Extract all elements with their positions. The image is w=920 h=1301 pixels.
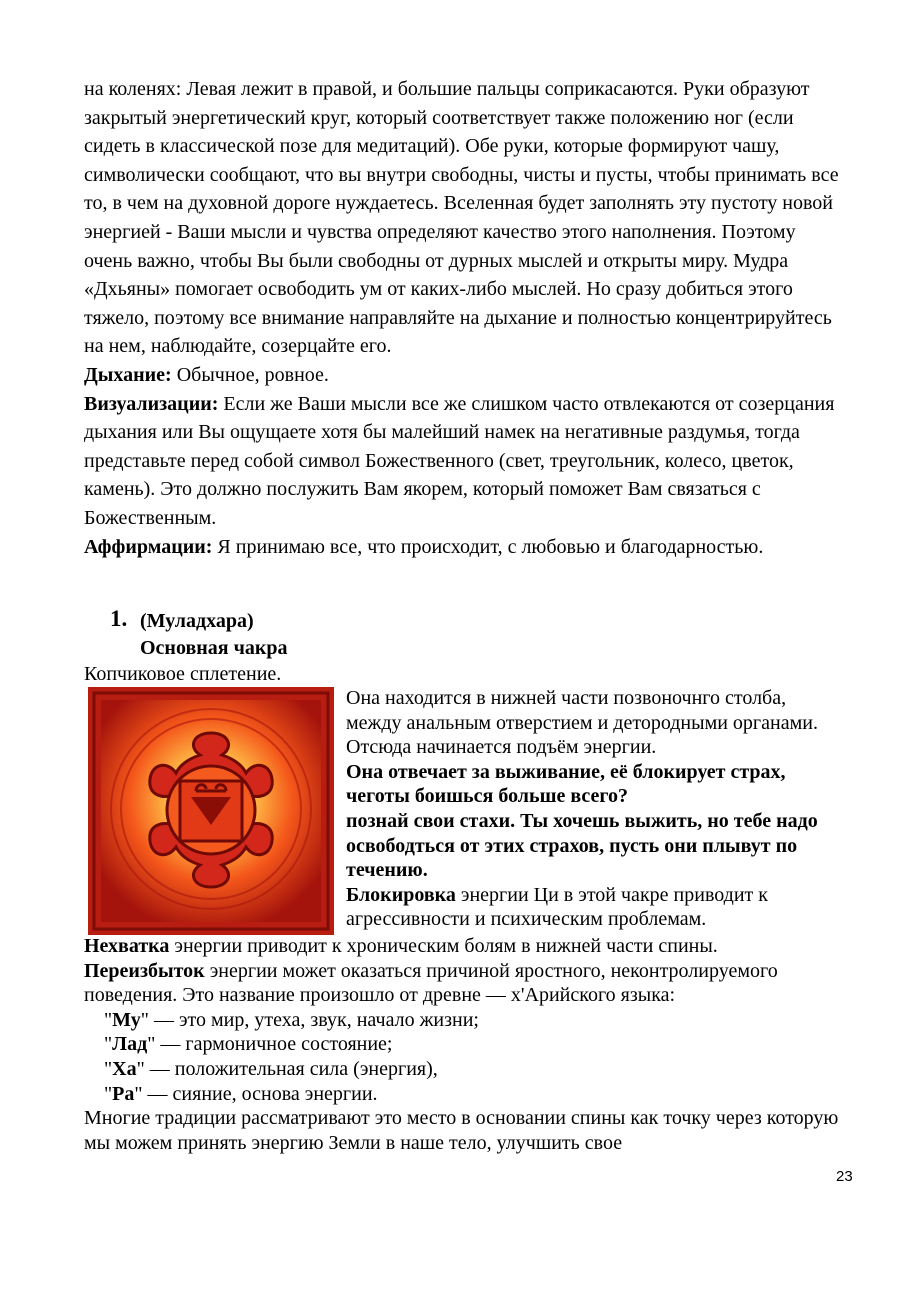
survival-text: Она отвечает за выживание, её блокирует страх, чеготы боишься больше всего? <box>346 760 786 808</box>
list-item-text: " — это мир, утеха, звук, начало жизни; <box>140 1008 479 1031</box>
list-item-text: " — сияние, основа энергии. <box>134 1082 378 1105</box>
breathing-line <box>84 361 844 390</box>
plexus-line: Копчиковое сплетение. <box>84 663 282 685</box>
location-text: Она находится в нижней части позвоночнго столба, между анальным отверстием и детородными органами. Отсюда начинается подъём энергии. <box>346 687 818 759</box>
section-title: (Муладхара) <box>140 610 254 632</box>
blockage-label: Блокировка <box>346 883 456 906</box>
list-item-word: Ха <box>112 1057 137 1080</box>
list-item-word: Лад <box>112 1033 148 1056</box>
blockage-text: энергии Ци в этой чакре приводит к агрессивности и психическим проблемам. <box>346 883 769 931</box>
excess-text: энергии может оказаться причиной яростного, неконтролируемого поведения. Это название произошло от древне — х'Арийского языка: <box>84 959 778 1007</box>
breathing-label: Дыхание: <box>84 363 172 386</box>
blockage-line <box>346 883 846 932</box>
list-item: "Му" — это мир, утеха, звук, начало жизни; <box>104 1008 479 1031</box>
list-item: "Ха" — положительная сила (энергия), <box>104 1057 438 1080</box>
list-item-text: " — гармоничное состояние; <box>147 1033 393 1056</box>
list-item-word: Му <box>112 1008 141 1031</box>
list-item-word: Ра <box>112 1082 135 1105</box>
chakra-description <box>346 686 846 932</box>
list-item: "Лад" — гармоничное состояние; <box>104 1033 393 1056</box>
fears-text: познай свои стахи. Ты хочешь выжить, но тебе надо освободться от этих страхов, пусть они плывут по течению. <box>346 809 818 882</box>
list-item-text: " — положительная сила (энергия), <box>136 1057 438 1080</box>
visualization-text: Если же Ваши мысли все же слишком часто отвлекаются от созерцания дыхания или Вы ощущаете хотя бы малейший намек на негативные раздумья, тогда представьте перед собой символ Божественного (свет, треугольник, колесо, цветок, камень). Это должно послужить Вам якорем, который поможет Вам связаться с Божественным. <box>84 392 835 529</box>
section-subtitle: Основная чакра <box>140 637 288 659</box>
lack-text: энергии приводит к хроническим болям в нижней части спины. <box>169 935 718 957</box>
excess-line <box>84 959 864 1008</box>
affirmation-line <box>84 533 844 562</box>
list-item: "Ра" — сияние, основа энергии. <box>104 1082 378 1105</box>
visualization-label: Визуализации: <box>84 392 219 415</box>
excess-label: Переизбыток <box>84 959 205 982</box>
intro-paragraph <box>84 75 844 561</box>
lower-section <box>84 934 864 1155</box>
meditation-text: на коленях: Левая лежит в правой, и большие пальцы соприкасаются. Руки образуют закрытый энергетический круг, который соответствует также положению ног (если сидеть в классической позе для медитаций). Обе руки, которые формируют чашу, символически сообщают, что вы внутри свободны, чисты и пусты, чтобы принимать все то, в чем на духовной дороге нуждаетесь. Вселенная будет заполнять эту пустоту новой энергией - Ваши мысли и чувства определяют качество этого наполнения. Поэтому очень важно, чтобы Вы были свободны от дурных мыслей и открыты миру. Мудра «Дхьяны» помогает освободить ум от каких-либо мыслей. Но сразу добиться этого тяжело, поэтому все внимание направляйте на дыхание и полностью концентрируйтесь на нем, наблюдайте, созерцайте его. <box>84 78 839 358</box>
affirmation-label: Аффирмации: <box>84 535 213 558</box>
muladhara-chakra-image <box>88 687 334 935</box>
visualization-paragraph <box>84 390 844 533</box>
page-number: 23 <box>836 1168 853 1185</box>
lack-label: Нехватка <box>84 935 170 957</box>
affirmation-text: Я принимаю все, что происходит, с любовью и благодарностью. <box>212 535 764 558</box>
final-text: Многие традиции рассматривают это место в основании спины как точку через которую мы можем принять энергию Земли в наше тело, улучшить свое <box>84 1107 839 1154</box>
section-number: 1. <box>110 606 128 631</box>
chakra-symbol-icon <box>88 687 334 935</box>
breathing-text: Обычное, ровное. <box>171 363 329 386</box>
lack-line <box>84 934 864 959</box>
